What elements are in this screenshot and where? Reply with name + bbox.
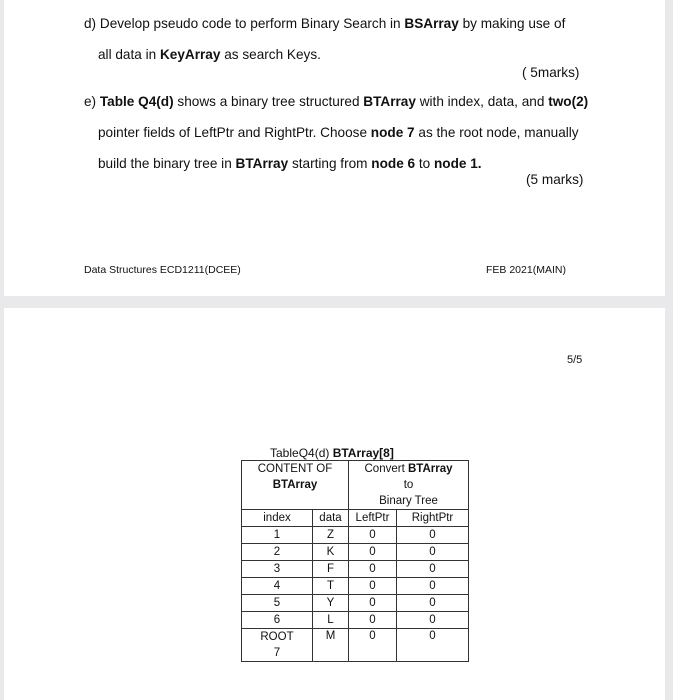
root-index-cell: ROOT 7 [242, 629, 313, 662]
question-e-marks: (5 marks) [526, 172, 584, 187]
table-row: 5 Y 0 0 [242, 595, 469, 612]
table-row: 2 K 0 0 [242, 544, 469, 561]
document-page-1 [4, 0, 665, 296]
table-row: 4 T 0 0 [242, 578, 469, 595]
table-group-header-row [242, 461, 469, 510]
column-header-rightptr: RightPtr [397, 510, 469, 527]
question-d-line-1: d) Develop pseudo code to perform Binary Search in BSArray by making use of [84, 16, 566, 31]
table-caption: TableQ4(d) BTArray[8] [270, 446, 394, 460]
question-d-label: d) [84, 16, 97, 31]
footer-exam-date: FEB 2021(MAIN) [486, 264, 566, 276]
table-row: 6 L 0 0 [242, 612, 469, 629]
table-row: 1 Z 0 0 [242, 527, 469, 544]
question-e-label: e) [84, 94, 97, 109]
document-page-2 [4, 308, 665, 700]
question-e-line-2: pointer fields of LeftPtr and RightPtr. Choose node 7 as the root node, manually [98, 125, 579, 140]
question-e-line-1: e) Table Q4(d) shows a binary tree structured BTArray with index, data, and two(2) [84, 94, 589, 109]
page-number: 5/5 [567, 354, 583, 366]
column-header-data: data [313, 510, 349, 527]
table-root-row: ROOT 7 M 0 0 [242, 629, 469, 662]
column-header-index: index [242, 510, 313, 527]
convert-btarray-header: Convert BTArray to Binary Tree [349, 461, 469, 510]
table-row: 3 F 0 0 [242, 561, 469, 578]
question-d-marks: ( 5marks) [522, 65, 580, 80]
question-e-line-3: build the binary tree in BTArray starting from node 6 to node 1. [98, 156, 482, 171]
content-of-btarray-header: CONTENT OF BTArray [242, 461, 349, 510]
footer-course: Data Structures ECD1211(DCEE) [84, 264, 241, 276]
question-d-line-2: all data in KeyArray as search Keys. [98, 47, 321, 62]
column-header-leftptr: LeftPtr [349, 510, 397, 527]
btarray-table [241, 460, 469, 662]
table-column-header-row [242, 510, 469, 527]
